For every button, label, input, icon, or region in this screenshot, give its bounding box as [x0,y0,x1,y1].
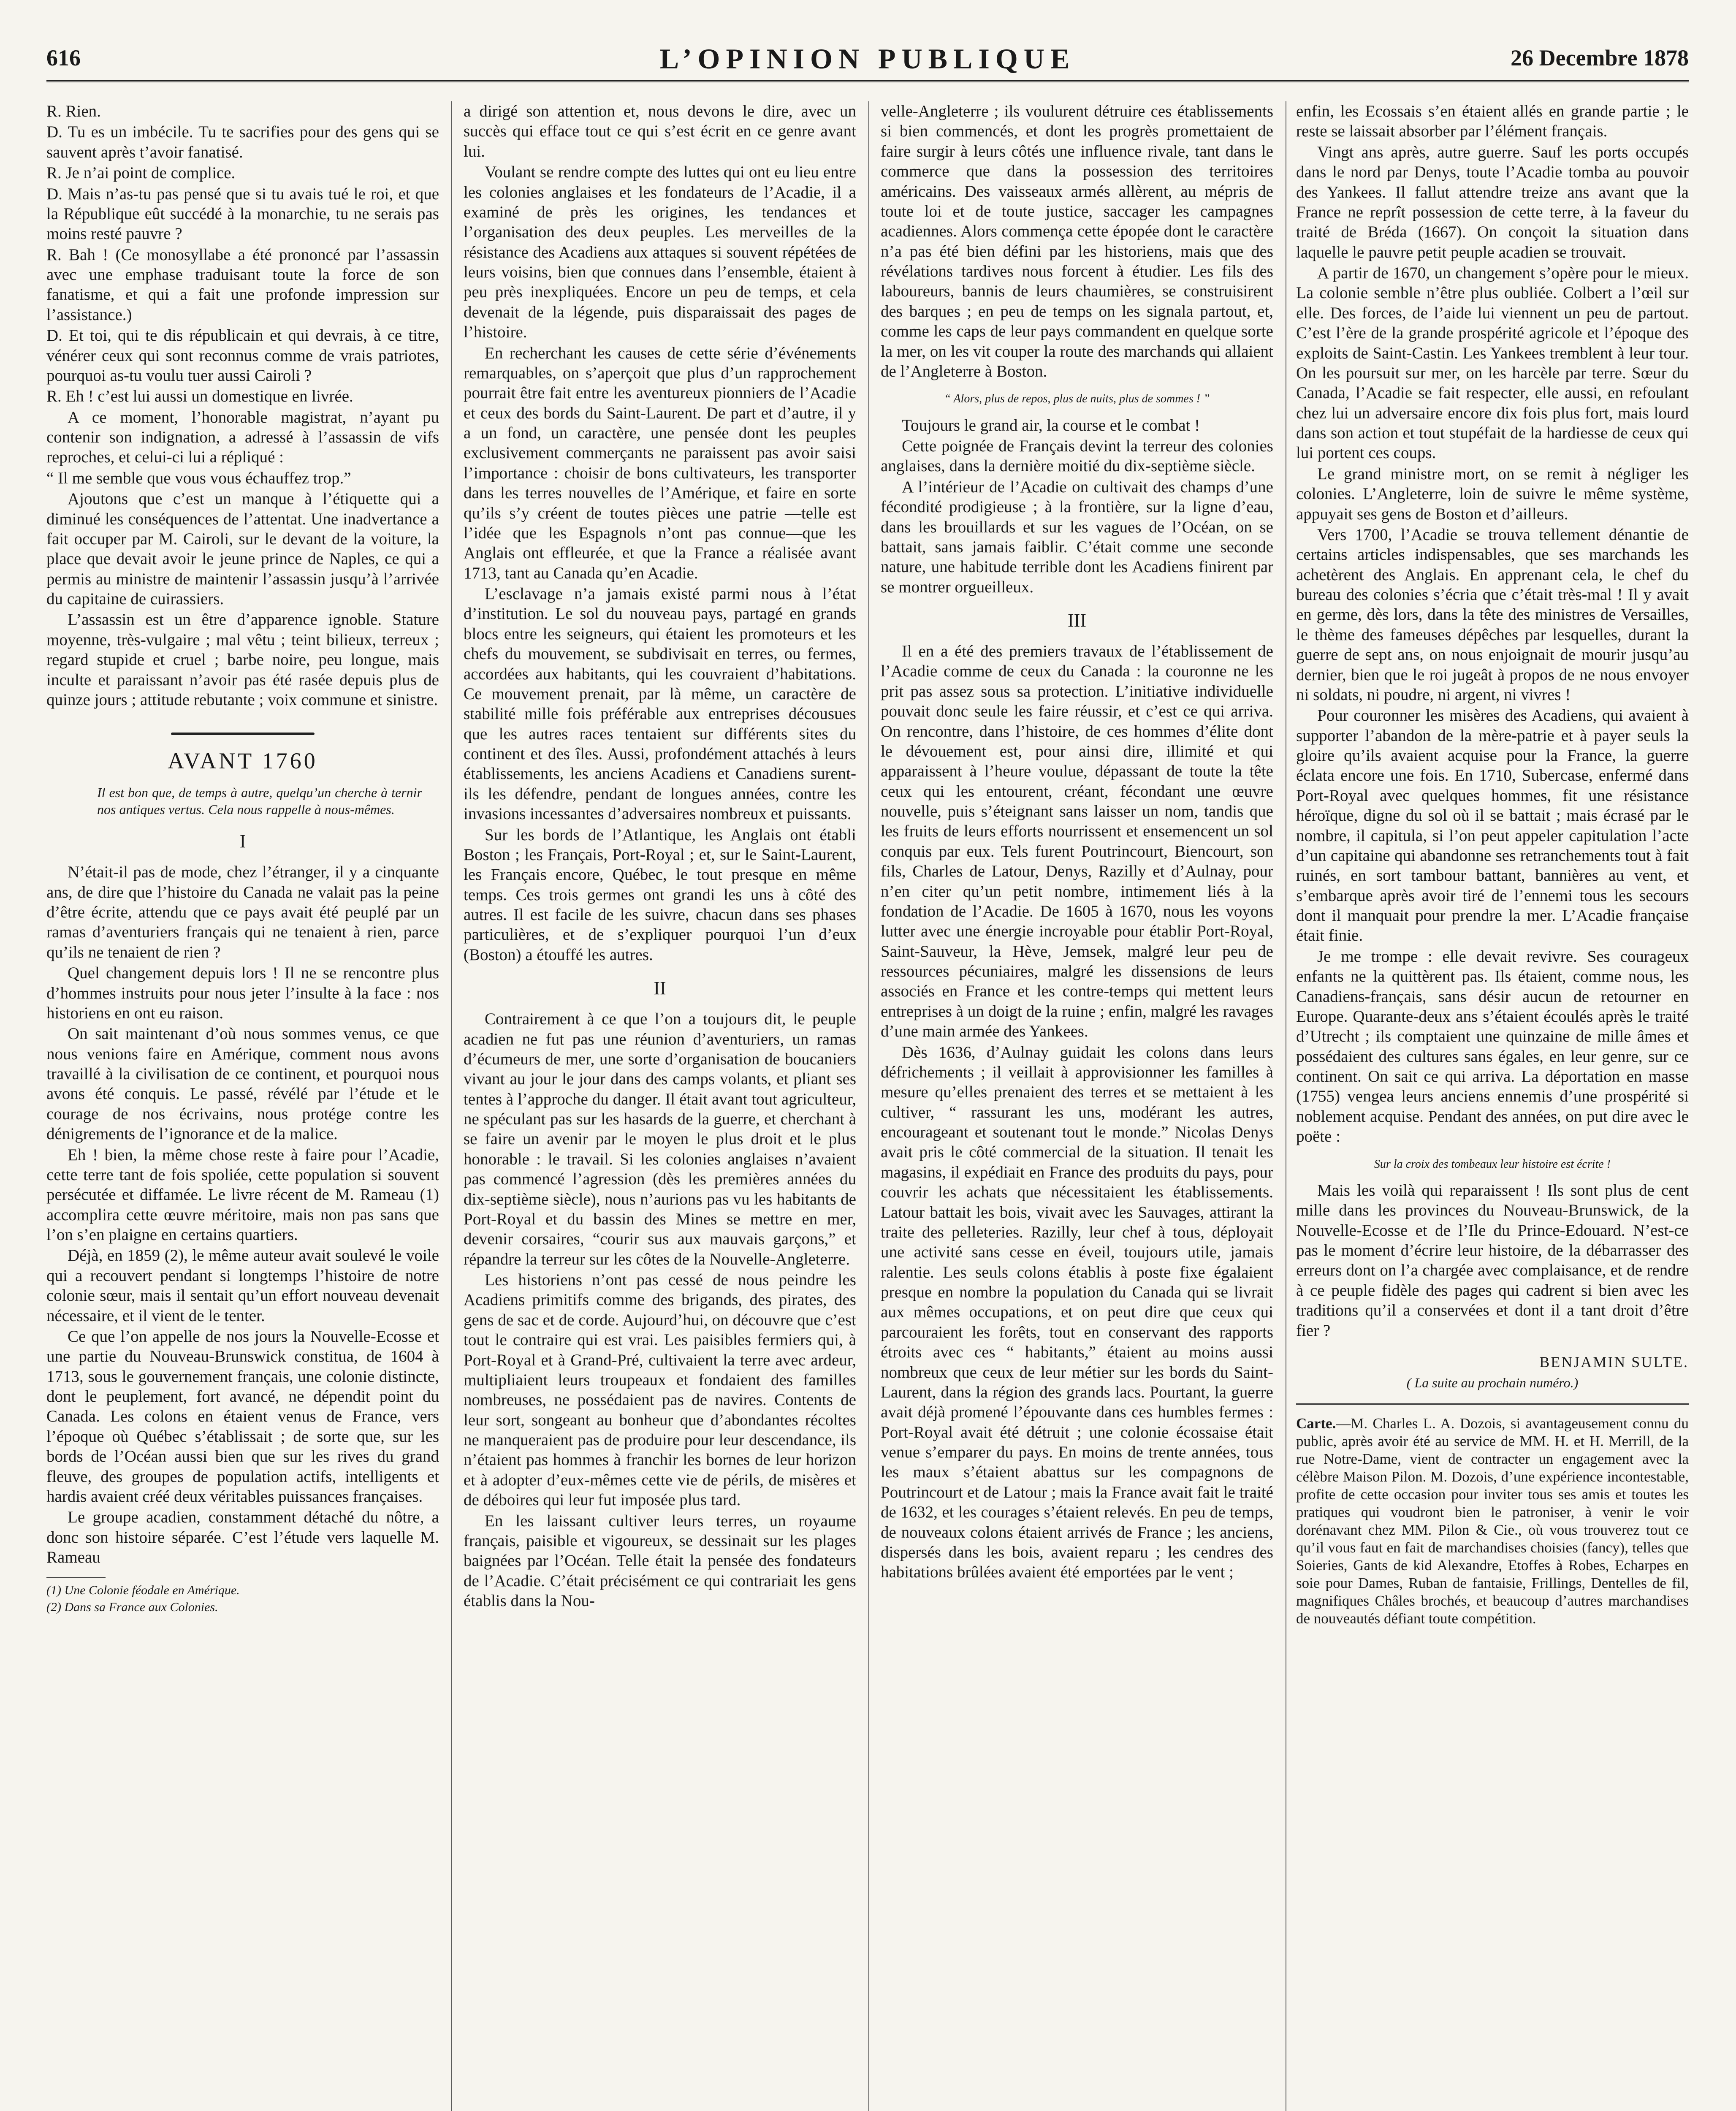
paragraph: Quel changement depuis lors ! Il ne se rencontre plus d’hommes instruits pour nous jeter l’insulte à la face : nos historiens en ont eu raison. [46,964,439,1022]
section-title: AVANT 1760 [168,748,318,774]
paragraph: Ajoutons que c’est un manque à l’étiquette qui a diminué les conséquences de l’attentat. Une inadvertance a fait occuper par M. Cairoli, sur le devant de la voiture, la place que devait avoir le jeune prince de Naples, ce qui a permis au ministre de maintenir l’assassin jusqu’à l’arrivée du capitaine de cuirassiers. [46,490,439,608]
column-3 [881,101,1273,2111]
paragraph: On sait maintenant d’où nous sommes venus, ce que nous venions faire en Amérique, comment nous avons travaillé à la civilisation de ce continent, et pourquoi nous avons été conquis. Le passé, révélé par l’étude et le courage de nos écrivains, nous protége contre les dénigrements de l’ignorance et de la malice. [46,1025,439,1143]
paragraph: Le groupe acadien, constamment détaché du nôtre, a donc son histoire séparée. C’est l’étude vers laquelle M. Rameau [46,1508,439,1566]
paragraph: Ce que l’on appelle de nos jours la Nouvelle-Ecosse et une partie du Nouveau-Brunswick constitua, de 1604 à 1713, sous le gouvernement français, une colonie distincte, dont le peuplement, fort avancé, ne dépendit point du Canada. Les colons en étaient venus de France, vers l’époque où Québec s’établissait ; de sorte que, sur les bords de l’Océan aussi bien que sur les rives du grand fleuve, des groupes de population actifs, intelligents et hardis avaient créé deux véritables puissances françaises. [46,1327,439,1506]
column-2 [464,101,856,2111]
page-header [46,42,1689,82]
paragraph: enfin, les Ecossais s’en étaient allés en grande partie ; le reste se laissait absorber par l’élément français. [1296,102,1689,141]
article-columns [46,101,1689,2111]
paragraph: “ Il me semble que vous vous échauffez trop.” [46,469,351,487]
advertisement-lead: Carte. [1296,1415,1336,1432]
author-signature: BENJAMIN SULTE. [1539,1353,1689,1370]
page-number: 616 [46,45,81,71]
paragraph: Déjà, en 1859 (2), le même auteur avait soulevé le voile qui a recouvert pendant si longtemps l’histoire de notre colonie sœur, mais il sentait qu’un effort nouveau devenait nécessaire, et il vient de le tenter. [46,1246,439,1325]
paragraph: Toujours le grand air, la course et le combat ! [902,416,1200,434]
paragraph: Il en a été des premiers travaux de l’établissement de l’Acadie comme de ceux du Canada : la couronne ne les prit pas assez sous sa protection. L’initiative individuelle pouvait donc seule les faire réussir, et c’est ce qui arriva. On rencontre, dans l’histoire, de ces hommes d’élite dont le dévouement est, pour ainsi dire, illimité et qui apparaissent à l’heure voulue, dépassant de toute la tête ceux qui les entourent, créant, fécondant une œuvre nouvelle, puis s’éteignant sans laisser un nom, tandis que les fruits de leurs efforts nourrissent et ensemencent un sol conquis par eux. Tels furent Poutrincourt, Biencourt, son fils, Charles de Latour, Denys, Razilly et d’Aulnay, pour n’en citer qu’un petit nombre, intimement liés à la fondation de l’Acadie. De 1605 à 1670, nous les voyons lutter avec une énergie incroyable pour établir Port-Royal, Saint-Sauveur, la Hève, Jemsek, malgré leur peu de ressources pécuniaires, malgré les dissensions de leurs associés en France et les contre-temps qui mettent leurs entreprises à un doigt de la ruine ; enfin, malgré les ravages d’une main armée des Yankees. [881,642,1273,1041]
part-number: III [1068,610,1086,631]
part-number: II [654,978,666,999]
paragraph: Les historiens n’ont pas cessé de nous peindre les Acadiens primitifs comme des brigands, des pirates, des gens de sac et de corde. Aujourd’hui, on découvre que c’est tout le contraire qui est vrai. Les paisibles fermiers qui, à Port-Royal et à Grand-Pré, cultivaient la terre avec ardeur, multipliaient leurs troupeaux et fondaient des familles nombreuses, ne possédaient pas de navires. Contents de leur sort, songeant au bonheur que d’abondantes récoltes ne manqueraient pas de produire pour leur descendance, ils n’étaient pas hommes à franchir les bornes de leur horizon et à adopter d’eux-mêmes cette vie de périls, de misères et de déboires qui leur fut imposée plus tard. [464,1271,856,1509]
column-1 [46,101,439,2111]
epigraph: Il est bon que, de temps à autre, quelqu’un cherche à ternir nos antiques vertus. Cela nous rappelle à nous-mêmes. [97,785,422,817]
paragraph: Dès 1636, d’Aulnay guidait les colons dans leurs défrichements ; il veillait à approvisionner les familles à mesure qu’elles prenaient des terres et se mettaient à les cultiver, “ rassurant les uns, modérant les autres, encourageant et soutenant tout le monde.” Nicolas Denys avait pris le côté commercial de la situation. Il tenait les magasins, il expédiait en France des produits du pays, pour couvrir les achats que nécessitaient les établissements. Latour battait les bois, vivait avec les Sauvages, attirant la traite des pelleteries. Razilly, leur chef à tous, déployait une activité sans cesse en éveil, toujours utile, jamais ralentie. Les seuls colons établis à poste fixe égalaient presque en nombre la population du Canada qui se livrait aux mêmes occupations, et on peut dire que ceux qui parcouraient les forêts, tout en conservant des rapports étroits avec ces “ habitants,” étaient au moins aussi nombreux que ceux de leur métier sur les bords du Saint-Laurent, dans la région des grands lacs. Pourtant, la guerre avait déjà promené l’épouvante dans ces humbles fermes : Port-Royal avait été détruit ; une colonie écossaise était venue s’emparer du pays. En moins de trente années, tous les maux s’étaient abattus sur les compagnons de Poutrincourt et de Latour ; mais la France avait fait le traité de 1632, et les courages s’étaient relevés. En peu de temps, de nouveaux colons étaient arrivés de France ; les anciens, dispersés dans les bois, avaient reparu ; les cendres des habitations brûlées avaient été emportées par le vent ; [881,1043,1273,1582]
paragraph: R. Bah ! (Ce monosyllabe a été prononcé par l’assassin avec une emphase traduisant toute la force de son fanatisme, et qui a fait une profonde impression sur l’assistance.) [46,245,439,324]
advertisement-body: —M. Charles L. A. Dozois, si avantageusement connu du public, après avoir été au service de MM. H. et H. Merrill, de la rue Notre-Dame, vient de contracter un engagement avec la célèbre Maison Pilon. M. Dozois, d’une expérience incontestable, profite de cette occasion pour inviter tous ses amis et toutes les pratiques qui voudront bien le patroniser, à venir le voir dorénavant chez MM. Pilon & Cie., où vous trouverez tout ce qu’il vous faut en fait de marchandises choisies (fancy), telles que Soieries, Gants de kid Alexandre, Etoffes à Robes, Echarpes en soie pour Dames, Ruban de fantaisie, Frillings, Dentelles de fil, magnifiques Châles brochés, et beaucoup d’autres marchandises de nouveautés défiant toute compétition. [1296,1415,1689,1627]
paragraph: A l’intérieur de l’Acadie on cultivait des champs d’une fécondité prodigieuse ; à la frontière, sur la ligne d’eau, dans les brouillards et sur les vagues de l’Océan, on se battait, sans jamais faiblir. C’était comme une seconde nature, une habitude terrible dont les Acadiens finirent par se montrer orgueilleux. [881,478,1273,596]
paragraph: A partir de 1670, un changement s’opère pour le mieux. La colonie semble n’être plus oubliée. Colbert a l’œil sur elle. Des forces, de l’aide lui viennent un peu de partout. C’est l’ère de la grande prospérité agricole et l’époque des exploits de Saint-Castin. Les Yankees tremblent à leur tour. On les poursuit sur mer, on les harcèle par terre. Sœur du Canada, l’Acadie se fait respecter, elle aussi, en refoulant chez lui un adversaire encore dix fois plus fort, mais lourd dans son action et tout stupéfait de la hardiesse de ceux qui lui portent ces coups. [1296,264,1689,462]
paragraph: Voulant se rendre compte des luttes qui ont eu lieu entre les colonies anglaises et les fondateurs de l’Acadie, il a examiné de près les origines, les tendances et l’organisation des deux peuples. Les merveilles de la résistance des Acadiens aux attaques si souvent répétées de leurs voisins, bien que connues dans l’ensemble, étaient à peu près inexpliquées. Encore un peu de temps, et cela devenait de la légende, puis disparaissait des pages de l’histoire. [464,163,856,342]
paragraph: Eh ! bien, la même chose reste à faire pour l’Acadie, cette terre tant de fois spoliée, cette population si souvent persécutée et diffamée. Le livre récent de M. Rameau (1) accomplira cette œuvre méritoire, mais non pas sans que l’on s’en plaigne en certains quartiers. [46,1145,439,1244]
paragraph: D. Mais n’as-tu pas pensé que si tu avais tué le roi, et que la République eût succédé à la monarchie, tu ne serais pas moins resté pauvre ? [46,185,439,243]
column-divider [451,101,452,2111]
section-ornament [46,722,439,731]
paragraph: Vingt ans après, autre guerre. Sauf les ports occupés dans le nord par Denys, toute l’Acadie tomba au pouvoir des Yankees. Il fallut attendre treize ans avant que la France ne reprît possession de cette terre, à la faveur du traité de Bréda (1667). On conçoit la situation dans laquelle le pauvre petit peuple acadien se trouvait. [1296,143,1689,261]
footnote: (1) Une Colonie féodale en Amérique. [46,1583,240,1598]
paragraph: Pour couronner les misères des Acadiens, qui avaient à supporter l’abandon de la mère-patrie et à payer seuls la gloire qu’ils avaient acquise pour la France, la guerre éclata encore une fois. En 1710, Subercase, enfermé dans Port-Royal avec quelques hommes, fit une résistance héroïque, digne du sol où il se battait ; mais écrasé par le nombre, il capitula, si l’on peut appeler capitulation l’acte d’un capitaine qui abandonne ses retranchements tout à fait ruinés, en sort tambour battant, bannières au vent, et s’embarque après avoir tiré de l’ennemi tous les secours dont il manquait pour prendre la mer. L’Acadie française était finie. [1296,706,1689,945]
paragraph: velle-Angleterre ; ils voulurent détruire ces établissements si bien commencés, et dont les progrès promettaient de faire surgir à leurs côtés une influence rivale, tant dans le commerce que dans la possession des territoires américains. Des vaisseaux armés allèrent, au mépris de toute loi et de toute justice, saccager les campagnes acadiennes. Alors commença cette épopée dont le caractère n’a pas été bien défini par les historiens, mais que des révélations tardives nous forcent à étudier. Les fils des laboureurs, bannis de leurs chaumières, se construisirent des barques ; en peu de temps on les signala partout, et, comme les caps de leur pays commandent en quelque sorte la mer, on les vit couper la route des marchands qui allaient de l’Angleterre à Boston. [881,102,1273,380]
footnote-rule [46,1577,106,1578]
column-4 [1296,101,1689,2111]
paragraph: L’esclavage n’a jamais existé parmi nous à l’état d’institution. Le sol du nouveau pays, partagé en grands blocs entre les seigneurs, qui étaient les promoteurs et les chefs du mouvement, se subdivisait en terres, ou fermes, accordées aux habitants, qui les couvraient d’habitations. Ce mouvement prenait, par là même, un caractère de stabilité mille fois préférable aux entreprises décousues que les autres races tentaient sur différents sites du continent et des îles. Aussi, profondément attachés à leurs établissements, les anciens Acadiens et Canadiens surent-ils les défendre, pendant de longues années, contre les invasions incessantes d’adversaires nombreux et puissants. [464,585,856,823]
paragraph: En recherchant les causes de cette série d’événements remarquables, on s’aperçoit que plus d’un rapprochement pourrait être fait entre les aventureux pionniers de l’Acadie et ceux des bords du Saint-Laurent. De part et d’autre, il y a un fond, un caractère, une pensée dont les peuples exclusivement commerçants ne paraissent pas avoir saisi l’importance : choisir de bons cultivateurs, les transporter dans les terres nouvelles de l’Amérique, et faire en sorte qu’ils s’y créent de toutes pièces une patrie —telle est l’idée que les Espagnols n’ont pas connue—que les Anglais ont effleurée, et que la France a réalisée avant 1713, tant au Canada qu’en Acadie. [464,344,856,582]
newspaper-title: L’OPINION PUBLIQUE [659,43,1076,75]
newspaper-page [46,42,1689,2111]
quotation: Sur la croix des tombeaux leur histoire est écrite ! [1374,1157,1611,1171]
paragraph: Vers 1700, l’Acadie se trouva tellement dénantie de certains articles indispensables, que ses marchands les achetèrent des Anglais. En apprenant cela, le chef du bureau des colonies s’écria que c’était très-mal ! Il y avait en germe, dès lors, dans la tête des ministres de Versailles, le thème des fameuses dépêches par lesquelles, durant la guerre de sept ans, on nous enjoignait de mourir jusqu’au dernier, bien que le roi jugeât à propos de ne nous envoyer ni soldats, ni poudre, ni argent, ni vivres ! [1296,525,1689,704]
column-divider [868,101,869,2111]
paragraph: Le grand ministre mort, on se remit à négliger les colonies. L’Angleterre, loin de suivre le même système, appuyait ses gens de Boston et d’ailleurs. [1296,464,1689,523]
paragraph: N’était-il pas de mode, chez l’étranger, il y a cinquante ans, de dire que l’histoire du Canada ne valait pas la peine d’être écrite, attendu que ce pays avait été peuplé par un ramas d’aventuriers français qui ne tenaient à rien, parce qu’ils ne tenaient de rien ? [46,863,439,961]
divider [1296,1403,1689,1405]
paragraph: En les laissant cultiver leurs terres, un royaume français, paisible et vigoureux, se dessinait sur les plages baignées par l’Océan. Telle était la pensée des fondateurs de l’Acadie. C’était précisément ce qui contrariait les gens établis dans la Nou- [464,1511,856,1610]
paragraph: R. Rien. [46,102,101,120]
footnote: (2) Dans sa France aux Colonies. [46,1600,218,1614]
paragraph: R. Je n’ai point de complice. [46,164,236,182]
paragraph: D. Tu es un imbécile. Tu te sacrifies pour des gens qui se sauvent après t’avoir fanatisé. [46,123,439,161]
paragraph: A ce moment, l’honorable magistrat, n’ayant pu contenir son indignation, a adressé à l’assassin de vifs reproches, et celui-ci lui a répliqué : [46,408,439,467]
quotation: “ Alors, plus de repos, plus de nuits, plus de sommes ! ” [944,392,1210,406]
paragraph: Je me trompe : elle devait revivre. Ses courageux enfants ne la quittèrent pas. Ils étaient, comme nous, les Canadiens-français, sans désir aucun de retourner en Europe. Quarante-deux ans s’étaient écoulés après le traité d’Utrecht ; ils comptaient une quinzaine de mille âmes et possédaient des cultures sans égales, en leur genre, sur ce continent. On sait ce qui arriva. La déportation en masse (1755) vengea leurs anciens ennemis d’une prospérité si noblement acquise. Pendant des années, on put dire avec le poëte : [1296,947,1689,1146]
paragraph: R. Eh ! c’est lui aussi un domestique en livrée. [46,387,353,406]
paragraph: D. Et toi, qui te dis républicain et qui devrais, à ce titre, vénérer ceux qui sont reconnus comme de vrais patriotes, pourquoi as-tu voulu tuer aussi Cairoli ? [46,326,439,385]
paragraph: Contrairement à ce que l’on a toujours dit, le peuple acadien ne fut pas une réunion d’aventuriers, un ramas d’écumeurs de mer, une sorte d’organisation de boucaniers vivant au jour le jour dans des camps volants, et pliant ses tentes à l’approche du danger. Il était avant tout agriculteur, ne spéculant pas sur les hasards de la guerre, et cherchant à se faire un avenir par le moyen le plus droit et le plus honorable : le travail. Si les colonies anglaises n’avaient pas commencé l’agression (dès les premières années du dix-septième siècle), nous n’aurions pas vu les habitants de Port-Royal et du bassin des Mines se mettre en mer, devenir corsaires, “courir sus aux mauvais garçons,” et répandre la terreur sur les côtes de la Nouvelle-Angleterre. [464,1010,856,1268]
part-number: I [239,831,246,852]
continued-note: ( La suite au prochain numéro.) [1406,1375,1579,1390]
paragraph: Cette poignée de Français devint la terreur des colonies anglaises, dans la dernière moitié du dix-septième siècle. [881,437,1273,475]
paragraph: Mais les voilà qui reparaissent ! Ils sont plus de cent mille dans les provinces du Nouveau-Brunswick, de la Nouvelle-Ecosse et de l’Ile du Prince-Edouard. N’est-ce pas le moment d’écrire leur histoire, de la débarrasser des erreurs dont on l’a chargée avec complaisance, et de rendre à ce peuple fidèle des pages qui cadrent si bien avec les traditions qu’il a conservées et dont il a tant droit d’être fier ? [1296,1181,1689,1340]
advertisement [1296,1415,1689,1628]
paragraph: L’assassin est un être d’apparence ignoble. Stature moyenne, très-vulgaire ; mal vêtu ; teint bilieux, terreux ; regard stupide et cruel ; barbe noire, peu longue, mais inculte et paraissant n’avoir pas été rasée depuis plus de quinze jours ; attitude rebutante ; voix commune et sinistre. [46,611,439,709]
paragraph: Sur les bords de l’Atlantique, les Anglais ont établi Boston ; les Français, Port-Royal ; et, sur le Saint-Laurent, les Français encore, Québec, le tout presque en même temps. Ces trois germes ont grandi les uns à côté des autres. Il est facile de les suivre, chacun dans ses phases particulières, et de s’expliquer pourquoi l’un d’eux (Boston) a étouffé les autres. [464,825,856,964]
issue-date: 26 Decembre 1878 [1511,45,1689,71]
paragraph: a dirigé son attention et, nous devons le dire, avec un succès qui efface tout ce qui s’est écrit en ce genre avant lui. [464,102,856,160]
